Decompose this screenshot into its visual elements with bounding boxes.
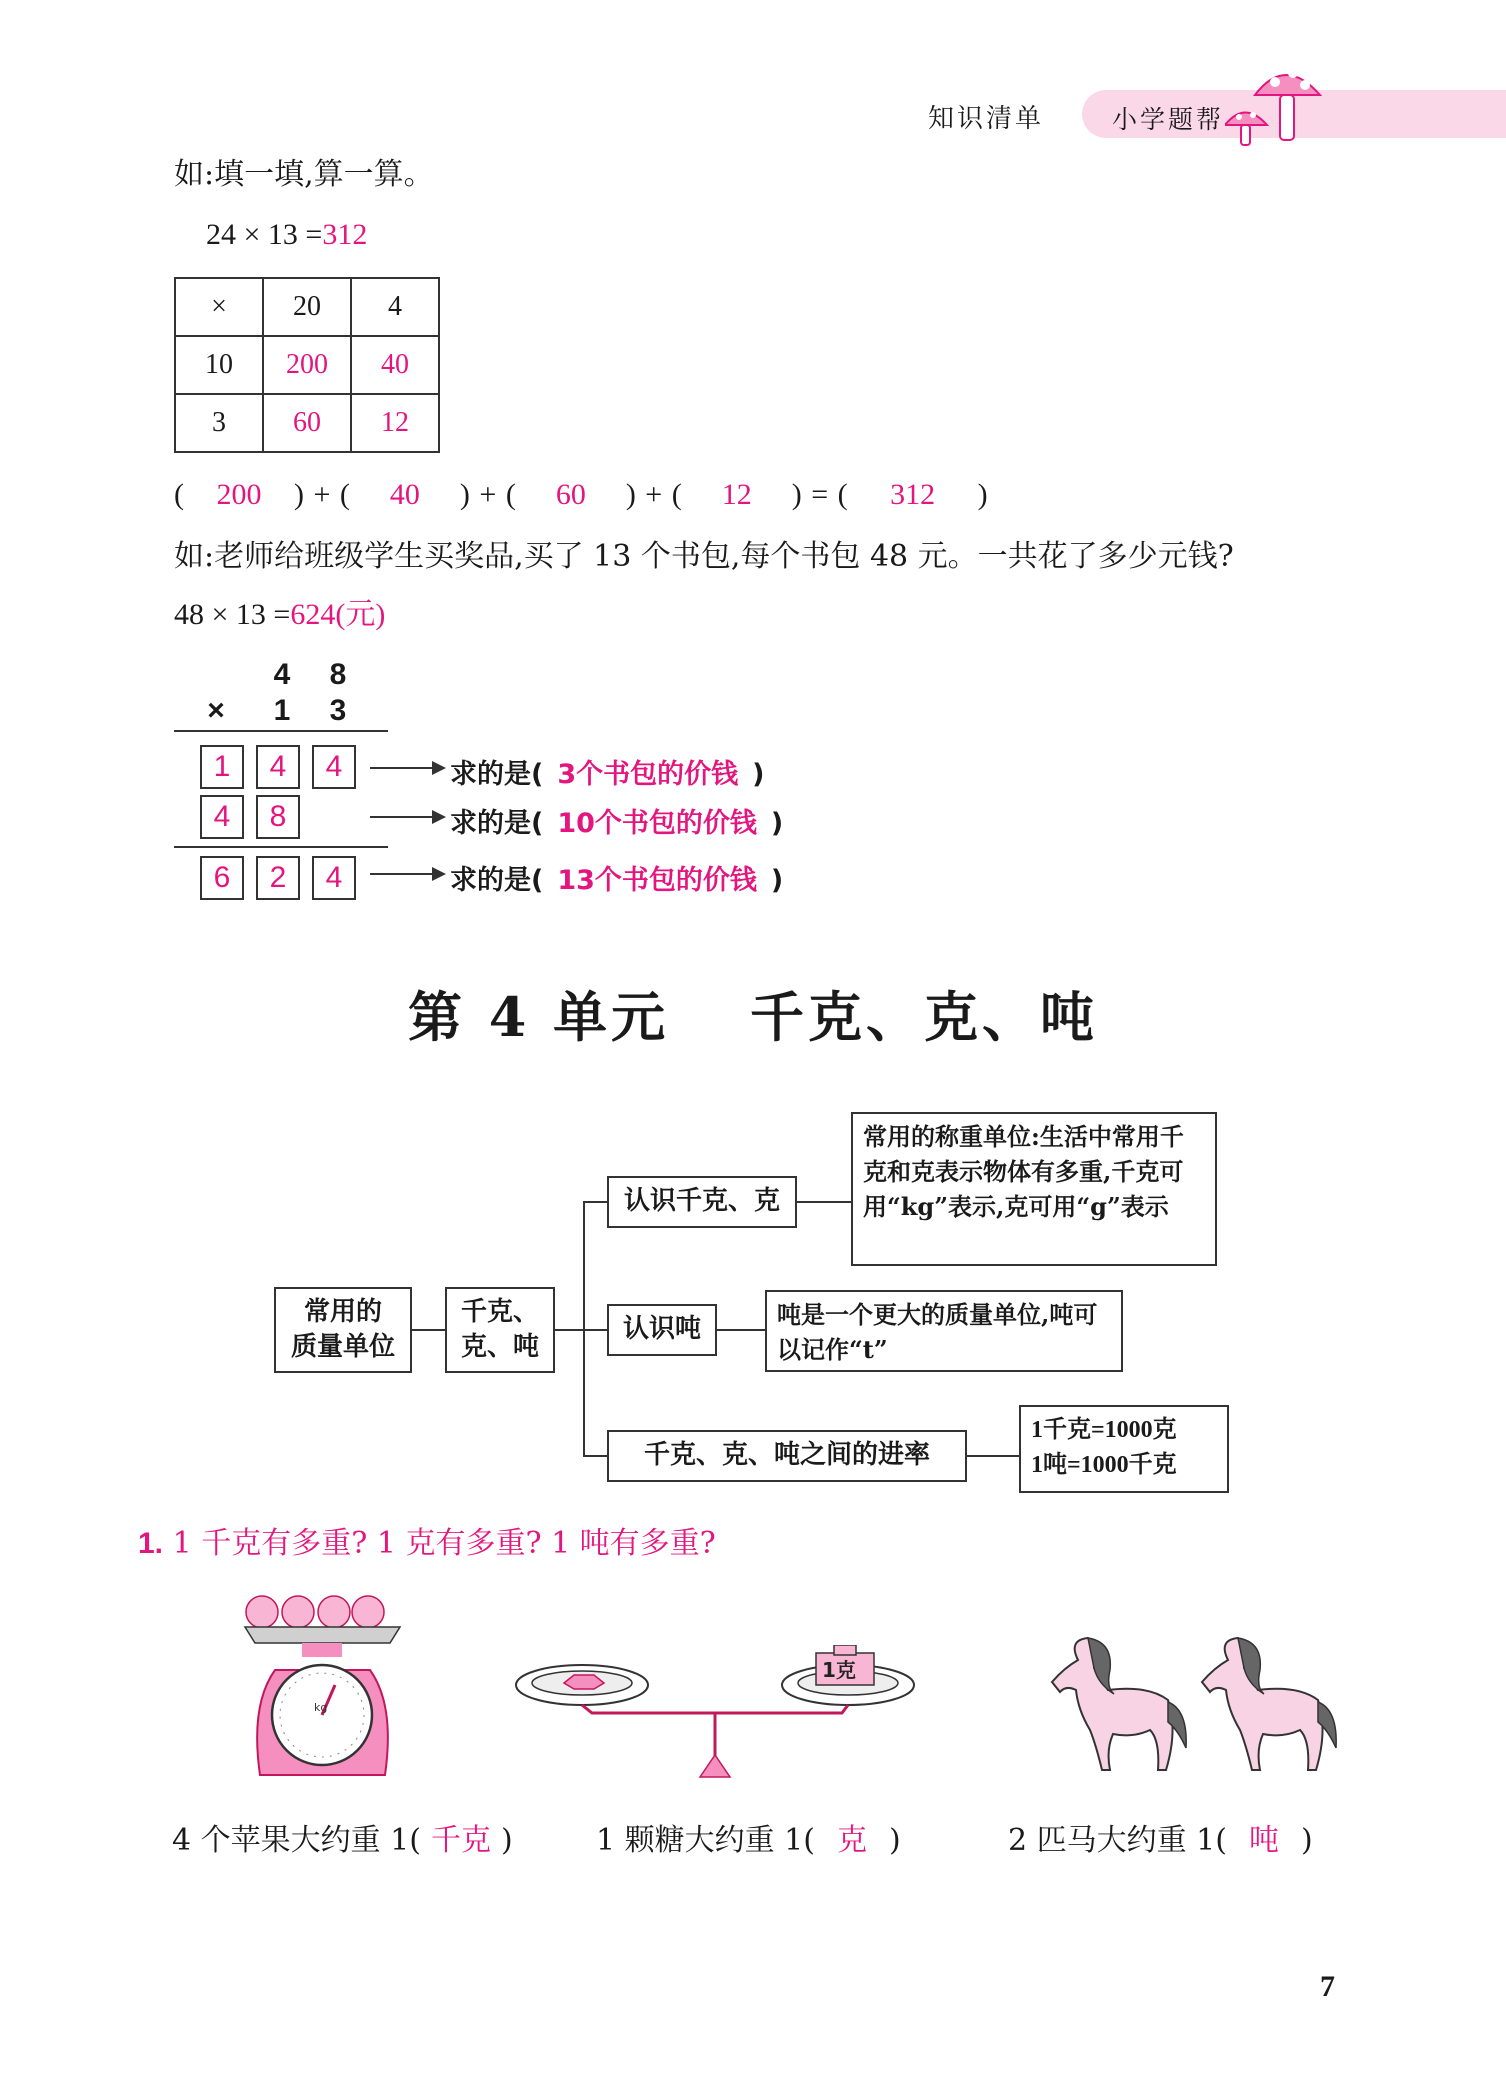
mushroom-icon (1225, 55, 1345, 150)
sum-part: 12 (721, 478, 752, 511)
example2-equation (174, 600, 385, 630)
sum-part: 200 (216, 478, 262, 511)
answer-line-candy (596, 1815, 901, 1859)
branch-note-ton: 吨是一个更大的质量单位,吨可以记作“t” (765, 1290, 1123, 1372)
example1-equation-lhs: 24 × 13 = (206, 218, 323, 251)
partial2-digit-box: 8 (256, 795, 300, 839)
connector (412, 1329, 445, 1331)
vertical-top-digit: 4 (273, 658, 291, 691)
total-digit-box: 2 (256, 856, 300, 900)
answer-value: 千克 (430, 1823, 491, 1858)
explanation-suffix: ) (770, 808, 784, 839)
connector (967, 1455, 1019, 1457)
grid-cell: 12 (351, 394, 439, 452)
arrow-line (370, 816, 434, 818)
conversion-line: 1千克=1000克 (1031, 1417, 1177, 1443)
example2-equation-lhs: 48 × 13 = (174, 598, 291, 631)
branch-node-conversion: 千克、克、吨之间的进率 (607, 1430, 967, 1482)
two-horses-illustration (1038, 1630, 1348, 1780)
explanation-suffix: ) (770, 865, 784, 896)
concept-hub-node (445, 1287, 555, 1373)
connector (555, 1329, 585, 1331)
example2-problem: 如:老师给班级学生买奖品,买了 13 个书包,每个书包 48 元。一共花了多少元钱? (174, 539, 1234, 574)
branch-node-ton: 认识吨 (607, 1304, 717, 1356)
answer-suffix: ) (888, 1823, 901, 1858)
concept-root-node (274, 1287, 412, 1373)
connector (717, 1329, 765, 1331)
branch-node-kg-g: 认识千克、克 (607, 1176, 797, 1228)
vertical-bottom-digit: 3 (329, 694, 347, 727)
connector (797, 1201, 851, 1203)
arrow-head (432, 761, 446, 775)
grid-row-label: 3 (175, 394, 263, 452)
grid-header-cell: × (175, 278, 263, 336)
partial2-digit-box: 4 (200, 795, 244, 839)
balance-with-candy-illustration (512, 1645, 922, 1780)
page-number: 7 (1320, 1970, 1335, 2003)
grid-cell: 60 (263, 394, 351, 452)
arrow-line (370, 767, 434, 769)
vertical-bottom-digit: 1 (273, 694, 291, 727)
explanation-line (450, 801, 783, 840)
total-digit-box: 4 (312, 856, 356, 900)
arrow-line (370, 873, 434, 875)
answer-value: 吨 (1248, 1823, 1279, 1858)
question-number: 1. (138, 1527, 164, 1560)
root-line: 常用的 (303, 1296, 382, 1327)
apple-icon (318, 1596, 350, 1628)
apple-icon (246, 1596, 278, 1628)
branch-note-kg-g: 常用的称重单位:生活中常用千克和克表示物体有多重,千克可用“kg”表示,克可用“g”表示 (851, 1112, 1217, 1266)
connector (583, 1455, 607, 1457)
partial1-digit-box: 4 (256, 745, 300, 789)
unit-title: 第 4 单元 千克、克、吨 (408, 985, 1098, 1049)
answer-suffix: ) (1300, 1823, 1313, 1858)
arrow-head (432, 810, 446, 824)
vertical-times-sign: × (207, 694, 225, 727)
grid-row-label: 10 (175, 336, 263, 394)
vertical-top-digit: 8 (329, 658, 347, 691)
hub-line: 克、吨 (460, 1332, 539, 1362)
sum-part: 60 (555, 478, 586, 511)
grid-cell: 200 (263, 336, 351, 394)
apple-icon (352, 1596, 384, 1628)
answer-line-apples (172, 1815, 513, 1859)
branch-note-conversion (1019, 1405, 1229, 1493)
vertical-rule (174, 846, 388, 848)
question-line (138, 1518, 716, 1562)
root-line: 质量单位 (290, 1332, 395, 1362)
header-brand: 小学题帮 (1112, 105, 1225, 134)
explanation-answer: 10个书包的价钱 (557, 808, 757, 839)
example1-intro: 如:填一填,算一算。 (174, 157, 434, 192)
horse-icon (1202, 1638, 1336, 1770)
partial1-digit-box: 4 (312, 745, 356, 789)
example1-equation-result: 312 (322, 218, 368, 251)
answer-line-horses (1008, 1815, 1313, 1859)
explanation-line (450, 752, 764, 791)
explanation-suffix: ) (752, 759, 765, 790)
example2-equation-result: 624(元) (290, 598, 386, 631)
explanation-prefix: 求的是( (450, 865, 544, 896)
example1-sum-line: ( 200 ) + ( 40 ) + ( 60 ) + ( 12 ) = ( 312 ) (174, 478, 988, 511)
multiplication-grid-table (174, 277, 440, 453)
explanation-answer: 3个书包的价钱 (557, 759, 739, 790)
weight-label: 1克 (822, 1658, 856, 1682)
horse-icon (1052, 1638, 1186, 1770)
grid-cell: 40 (351, 336, 439, 394)
scale-unit-label: kg (314, 1701, 328, 1714)
conversion-line: 1吨=1000千克 (1031, 1451, 1177, 1478)
grid-header-cell: 20 (263, 278, 351, 336)
answer-value: 克 (836, 1823, 867, 1858)
question-text: 1 千克有多重? 1 克有多重? 1 吨有多重? (172, 1526, 716, 1561)
explanation-prefix: 求的是( (450, 759, 544, 790)
total-digit-box: 6 (200, 856, 244, 900)
sum-part: 40 (389, 478, 420, 511)
answer-prefix: 4 个苹果大约重 1( (172, 1823, 421, 1858)
explanation-prefix: 求的是( (450, 808, 544, 839)
arrow-head (432, 867, 446, 881)
explanation-line (450, 858, 783, 897)
sum-result: 312 (890, 478, 936, 511)
vertical-rule (174, 730, 388, 732)
answer-suffix: ) (500, 1823, 513, 1858)
partial1-digit-box: 1 (200, 745, 244, 789)
explanation-answer: 13个书包的价钱 (557, 865, 757, 896)
hub-line: 千克、 (460, 1296, 539, 1327)
header-section-title: 知识清单 (928, 104, 1045, 134)
grid-header-cell: 4 (351, 278, 439, 336)
example1-equation (206, 220, 367, 250)
answer-prefix: 2 匹马大约重 1( (1008, 1823, 1227, 1858)
answer-prefix: 1 颗糖大约重 1( (596, 1823, 815, 1858)
scale-with-apples-illustration (240, 1585, 405, 1785)
connector (583, 1201, 607, 1203)
connector (583, 1329, 607, 1331)
apple-icon (282, 1596, 314, 1628)
